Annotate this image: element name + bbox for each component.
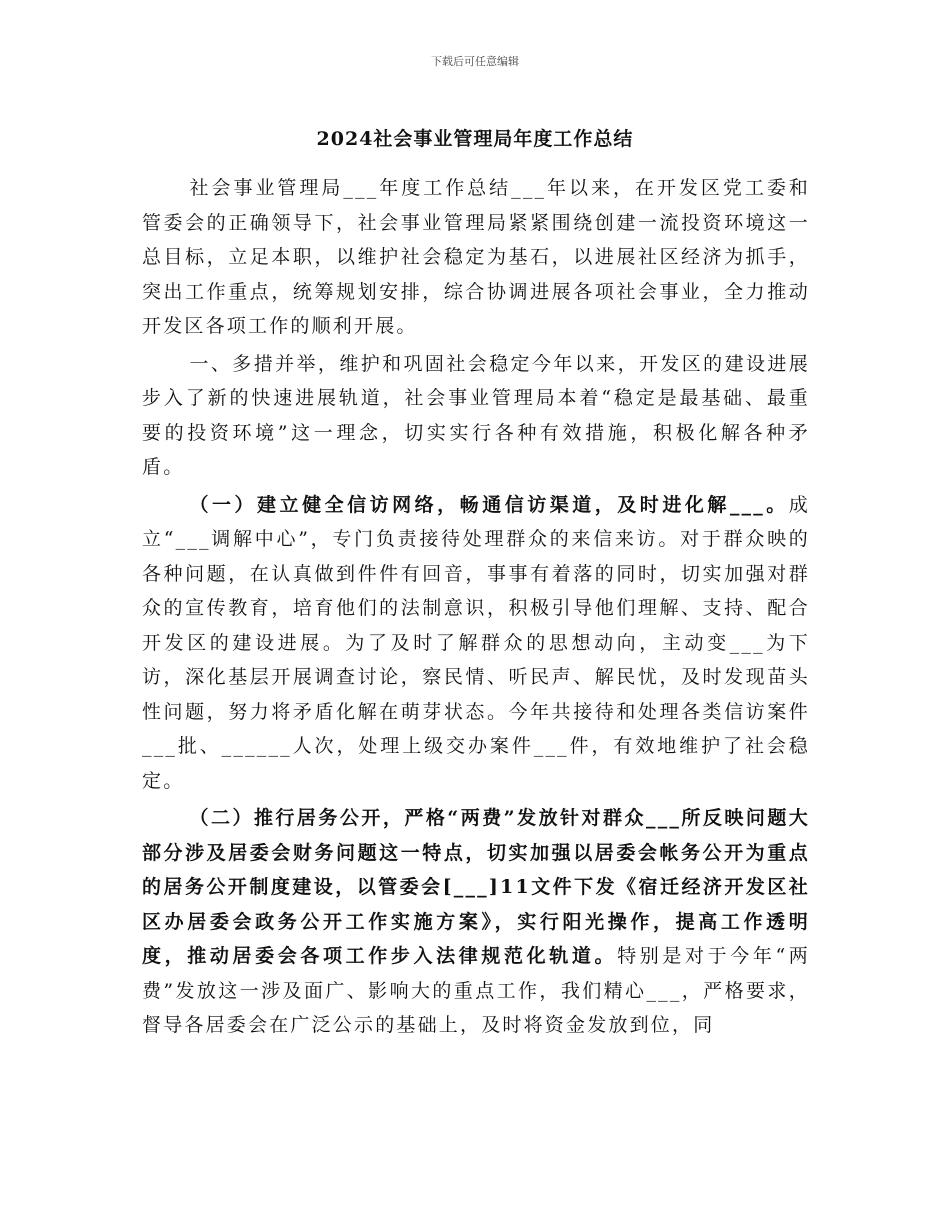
paragraph-intro: 社会事业管理局___年度工作总结___年以来，在开发区党工委和管委会的正确领导下，社会事业管理局紧紧围绕创建一流投资环境这一总目标，立足本职，以维护社会稳定为基石，以进展社区经济为抓手，突出工作重点，统筹规划安排，综合协调进展各项社会事业，全力推动开发区各项工作的顺利开展。 <box>142 177 810 337</box>
header-note: 下载后可任意编辑 <box>431 55 519 68</box>
subsection-one-heading: （一）建立健全信访网络，畅通信访渠道，及时进化解___。 <box>189 493 789 516</box>
document-title: 2024社会事业管理局年度工作总结 <box>316 128 634 150</box>
subsection-two-body: 特别是对于今年“两费”发放这一涉及面广、影响大的重点工作，我们精心___，严格要求，督导各居委会在广泛公示的基础上，及时将资金发放到位，同 <box>142 945 811 1036</box>
paragraph-subsection-one <box>142 488 810 799</box>
subsection-two-heading: （二）推行居务公开，严格“两费”发放针对群众___所反映问题大部分涉及居委会财务问题这一特点，切实加强以居委会帐务公开为重点的居务公开制度建设，以管委会[___]11文件下发《宿迁经济开发区社区办居委会政务公开工作实施方案》，实行阳光操作，提高工作透明度，推动居委会各项工作步入法律规范化轨道。 <box>142 807 810 967</box>
subsection-one-body: 成立“___调解中心”，专门负责接待处理群众的来信来访。对于群众映的各种问题，在认真做到件件有回音，事事有着落的同时，切实加强对群众的宣传教育，培育他们的法制意识，积极引导他们理解、支持、配合开发区的建设进展。为了及时了解群众的思想动向，主动变___为下访，深化基层开展调查讨论，察民情、听民声、解民忧，及时发现苗头性问题，努力将矛盾化解在萌芽状态。今年共接待和处理各类信访案件___批、______人次，处理上级交办案件___件，有效地维护了社会稳定。 <box>142 493 810 792</box>
document-body <box>142 171 810 1046</box>
paragraph-section-one: 一、多措并举，维护和巩固社会稳定今年以来，开发区的建设进展步入了新的快速进展轨道，社会事业管理局本着“稳定是最基础、最重要的投资环境”这一理念，切实实行各种有效措施，积极化解各种矛盾。 <box>142 352 810 478</box>
paragraph-subsection-two <box>142 801 810 1043</box>
